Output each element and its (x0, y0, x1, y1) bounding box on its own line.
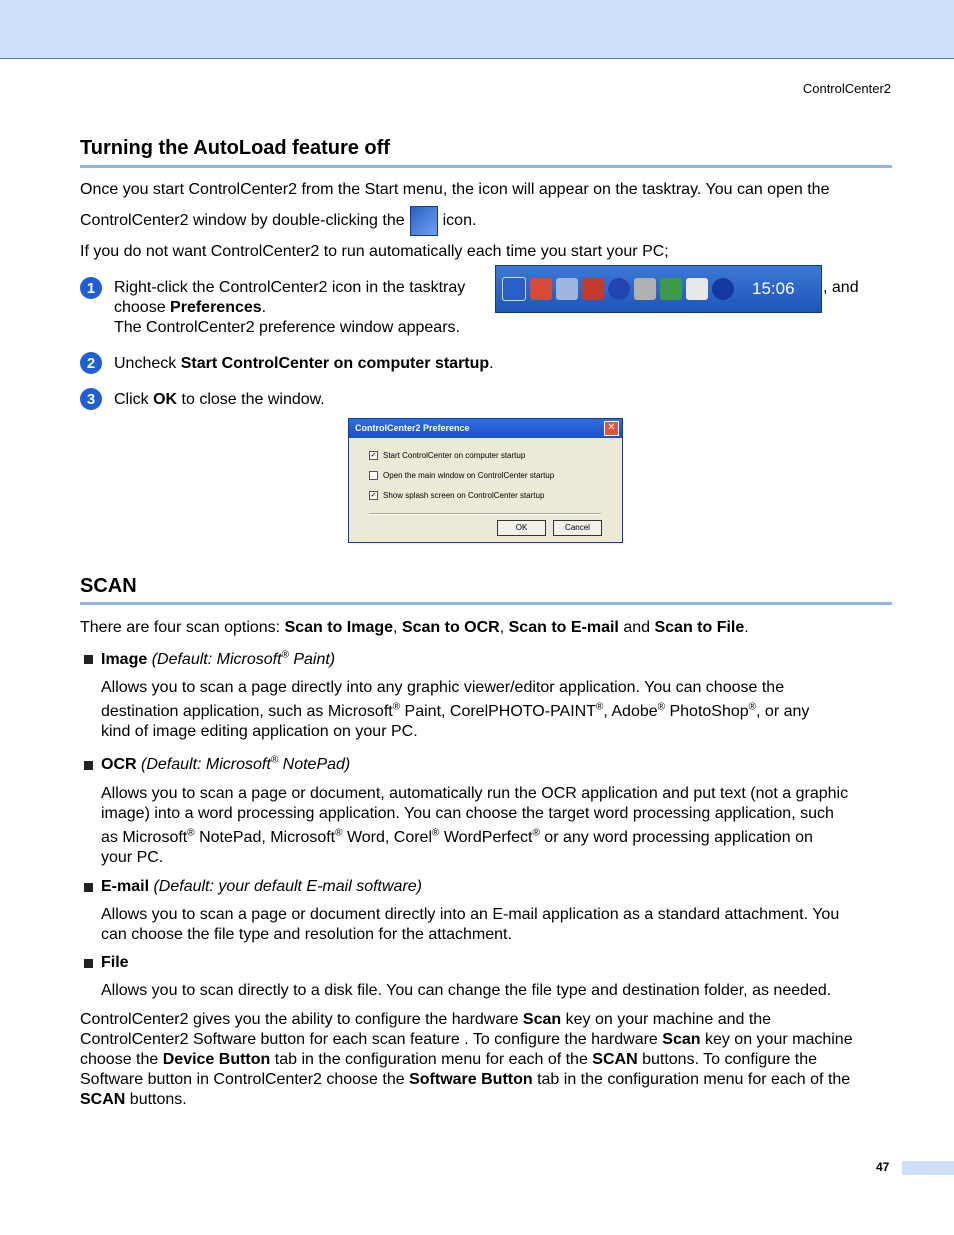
paragraph: Allows you to scan a page directly into any graphic viewer/editor application. You can choose the (101, 679, 785, 696)
option-open-main-window[interactable]: Open the main window on ControlCenter startup (369, 471, 554, 480)
paragraph: Allows you to scan a page or document, automatically run the OCR application and put text (not a graphic (101, 785, 849, 802)
tray-app-icon (660, 278, 682, 300)
header-band (0, 0, 954, 59)
step-1-text: Right-click the ControlCenter2 icon in the tasktray (114, 279, 466, 296)
ok-button[interactable]: OK (497, 520, 546, 536)
paragraph: Once you start ControlCenter2 from the Start menu, the icon will appear on the tasktray. You can open the (80, 181, 830, 198)
tray-app-icon (686, 278, 708, 300)
step-1-text-cont: , and (823, 279, 859, 296)
tray-app-icon (530, 278, 552, 300)
tray-clock: 15:06 (752, 279, 795, 298)
tray-app-icon (582, 278, 604, 300)
section-heading-autoload: Turning the AutoLoad feature off (80, 137, 390, 159)
bullet-ocr: OCR (Default: Microsoft® NotePad) (101, 754, 351, 773)
network-icon (556, 278, 578, 300)
bullet-square (84, 655, 93, 664)
tasktray-screenshot (495, 265, 822, 313)
paragraph: If you do not want ControlCenter2 to run automatically each time you start your PC; (80, 243, 669, 260)
controlcenter-icon (410, 206, 438, 236)
paragraph: can choose the file type and resolution for the attachment. (101, 926, 512, 943)
divider (369, 513, 601, 515)
section-heading-scan: SCAN (80, 575, 137, 597)
paragraph: SCAN buttons. (80, 1091, 187, 1108)
page-number: 47 (876, 1160, 890, 1174)
tray-app-icon (608, 278, 630, 300)
bullet-square (84, 761, 93, 770)
bullet-image: Image (Default: Microsoft® Paint) (101, 649, 336, 668)
section-rule (80, 165, 892, 168)
chapter-title: ControlCenter2 (802, 81, 891, 96)
paragraph: choose the Device Button tab in the configuration menu for each of the SCAN buttons. To configure the (80, 1051, 818, 1068)
section-rule (80, 602, 892, 605)
option-show-splash[interactable]: ✓ Show splash screen on ControlCenter startup (370, 491, 545, 500)
bullet-square (84, 883, 93, 892)
paragraph: ControlCenter2 gives you the ability to configure the hardware Scan key on your machine and the (80, 1011, 772, 1028)
option-start-on-startup[interactable]: ✓ Start ControlCenter on computer startup (370, 451, 526, 460)
tray-app-icon (712, 278, 734, 300)
step-1-result: The ControlCenter2 preference window appears. (114, 319, 460, 336)
paragraph: ControlCenter2 Software button for each scan feature . To configure the hardware Scan key on your machine (80, 1031, 853, 1048)
paragraph: Allows you to scan a page or document directly into an E-mail application as a standard attachment. You (101, 906, 840, 923)
paragraph: Allows you to scan directly to a disk file. You can change the file type and destination folder, as needed. (101, 982, 832, 999)
step-3-text: Click OK to close the window. (114, 391, 325, 408)
footer-band (902, 1161, 954, 1175)
bullet-square (84, 959, 93, 968)
paragraph: kind of image editing application on your PC. (101, 723, 418, 740)
paragraph: ControlCenter2 window by double-clicking the icon. (80, 206, 892, 236)
checkbox[interactable]: ✓ (370, 492, 377, 499)
checkbox[interactable]: ✓ (370, 452, 377, 459)
controlcenter-icon (502, 277, 526, 301)
step-number-2: 2 (80, 352, 102, 374)
paragraph: as Microsoft® NotePad, Microsoft® Word, Corel® WordPerfect® or any word processing application on (101, 827, 813, 846)
paragraph: your PC. (101, 849, 164, 866)
paragraph: Software button in ControlCenter2 choose the Software Button tab in the configuration menu for each of the (80, 1071, 851, 1088)
step-number-3: 3 (80, 388, 102, 410)
paragraph: destination application, such as Microsoft® Paint, CorelPHOTO-PAINT®, Adobe® PhotoShop®, or any (101, 701, 810, 720)
tray-app-icon (634, 278, 656, 300)
checkbox[interactable] (369, 471, 378, 480)
close-icon[interactable]: ✕ (604, 421, 619, 436)
step-1-text: choose Preferences. (114, 299, 267, 316)
bullet-file: File (101, 954, 129, 971)
step-2-text: Uncheck Start ControlCenter on computer startup. (114, 355, 494, 372)
paragraph: image) into a word processing application. You can choose the target word processing application, such (101, 805, 834, 822)
preference-dialog (348, 418, 623, 543)
bullet-email: E-mail (Default: your default E-mail software) (101, 878, 423, 895)
dialog-title: ControlCenter2 Preference (355, 423, 470, 433)
dialog-title-bar (349, 419, 622, 438)
paragraph: There are four scan options: Scan to Image, Scan to OCR, Scan to E-mail and Scan to File. (80, 619, 749, 636)
cancel-button[interactable]: Cancel (553, 520, 602, 536)
step-number-1: 1 (80, 277, 102, 299)
